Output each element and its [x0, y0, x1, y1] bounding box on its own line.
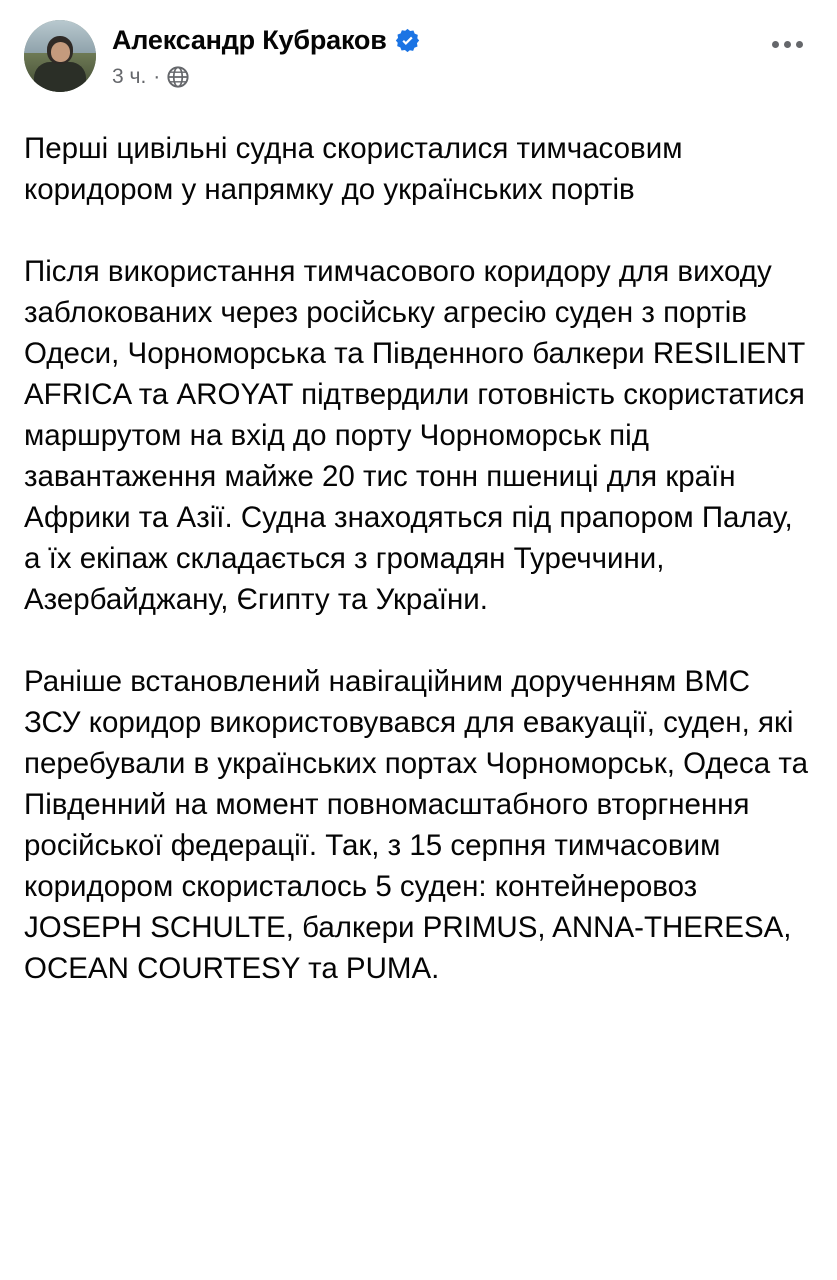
- more-dot: [796, 41, 803, 48]
- globe-icon[interactable]: [167, 66, 189, 88]
- author-row: [112, 24, 813, 56]
- avatar-person-body: [34, 62, 86, 92]
- post-header-text: [112, 20, 813, 89]
- post-content: [0, 92, 837, 989]
- meta-separator: ·: [153, 65, 161, 88]
- post-paragraph-2: Раніше встановлений навігаційним дорученням ВМС ЗСУ коридор використовувався для евакуації, суден, які перебували в українських портах Чорноморськ, Одеса та Південний на момент повномасштабного вторгнення російської федерації. Так, з 15 серпня тимчасовим коридором скористалось 5 суден: контейнеровоз JOSEPH SCHULTE, балкери PRIMUS, ANNA-THERESA, OCEAN COURTESY та PUMA.: [24, 665, 808, 985]
- verified-badge-icon: [395, 28, 420, 53]
- more-dot: [784, 41, 791, 48]
- avatar-person-face: [51, 42, 70, 62]
- author-name[interactable]: Александр Кубраков: [112, 25, 387, 55]
- post-paragraph-headline: Перші цивільні судна скористалися тимчасовим коридором у напрямку до українських портів: [24, 132, 683, 206]
- post-paragraph-1: Після використання тимчасового коридору для виходу заблокованих через російську агресію суден з портів Одеси, Чорноморська та Південного балкери RESILIENT AFRICA та AROYAT підтвердили готовність скористатися маршрутом на вхід до порту Чорноморськ під завантаження майже 20 тис тонн пшениці для країн Африки та Азії. Судна знаходяться під прапором Палау, а їх екіпаж складається з громадян Туреччини, Азербайджану, Єгипту та України.: [24, 255, 805, 616]
- avatar[interactable]: [24, 20, 96, 92]
- more-dot: [772, 41, 779, 48]
- more-options-icon[interactable]: [765, 28, 809, 60]
- post-timestamp[interactable]: 3 ч.: [112, 65, 147, 88]
- post-header: [0, 0, 837, 92]
- post-meta: [112, 65, 813, 89]
